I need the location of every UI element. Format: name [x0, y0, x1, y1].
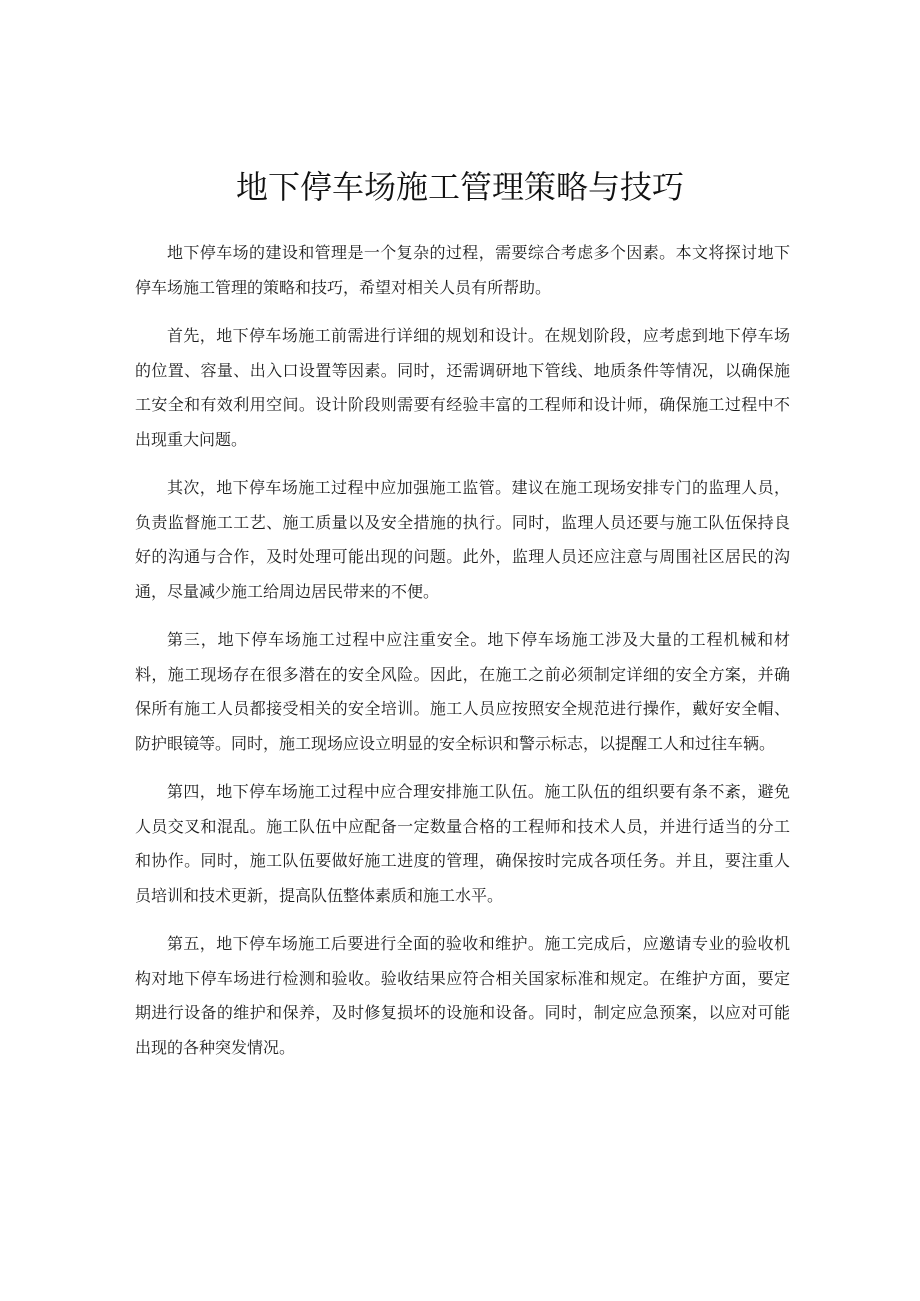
paragraph-team: 第四，地下停车场施工过程中应合理安排施工队伍。施工队伍的组织要有条不紊，避免人员交叉和混乱。施工队伍中应配备一定数量合格的工程师和技术人员，并进行适当的分工和协作。同时，施工队伍要做好施工进度的管理，确保按时完成各项任务。并且，要注重人员培训和技术更新，提高队伍整体素质和施工水平。	[135, 782, 790, 905]
paragraph-intro: 地下停车场的建设和管理是一个复杂的过程，需要综合考虑多个因素。本文将探讨地下停车场施工管理的策略和技巧，希望对相关人员有所帮助。	[135, 243, 790, 297]
paragraph-supervision: 其次，地下停车场施工过程中应加强施工监管。建议在施工现场安排专门的监理人员，负责监督施工工艺、施工质量以及安全措施的执行。同时，监理人员还要与施工队伍保持良好的沟通与合作，及时处理可能出现的问题。此外，监理人员还应注意与周围社区居民的沟通，尽量减少施工给周边居民带来的不便。	[135, 478, 790, 601]
paragraph-acceptance: 第五，地下停车场施工后要进行全面的验收和维护。施工完成后，应邀请专业的验收机构对地下停车场进行检测和验收。验收结果应符合相关国家标准和规定。在维护方面，要定期进行设备的维护和保养，及时修复损坏的设施和设备。同时，制定应急预案，以应对可能出现的各种突发情况。	[135, 934, 790, 1057]
document-title: 地下停车场施工管理策略与技巧	[235, 168, 684, 206]
paragraph-planning: 首先，地下停车场施工前需进行详细的规划和设计。在规划阶段，应考虑到地下停车场的位置、容量、出入口设置等因素。同时，还需调研地下管线、地质条件等情况，以确保施工安全和有效利用空间。设计阶段则需要有经验丰富的工程师和设计师，确保施工过程中不出现重大问题。	[135, 326, 790, 449]
paragraph-safety: 第三，地下停车场施工过程中应注重安全。地下停车场施工涉及大量的工程机械和材料，施工现场存在很多潜在的安全风险。因此，在施工之前必须制定详细的安全方案，并确保所有施工人员都接受相关的安全培训。施工人员应按照安全规范进行操作，戴好安全帽、防护眼镜等。同时，施工现场应设立明显的安全标识和警示标志，以提醒工人和过往车辆。	[135, 630, 790, 753]
document-body	[135, 236, 790, 1079]
